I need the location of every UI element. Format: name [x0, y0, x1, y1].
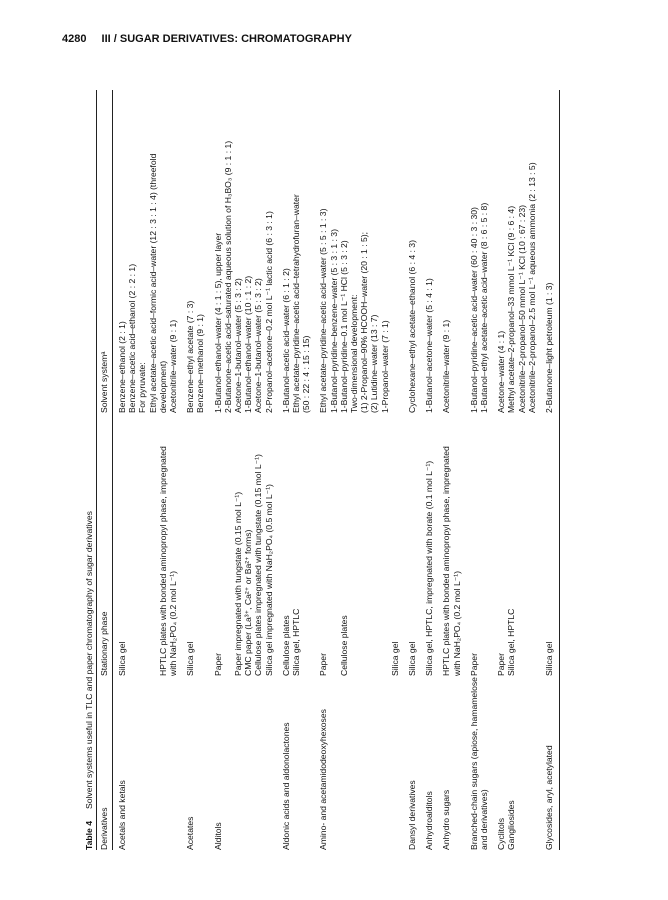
cell-solvent [117, 154, 178, 413]
cell-line: 1-Butanol–pyridine–0.1 mol L⁻¹ HCl (5 : 3 : 2) [338, 240, 349, 413]
cell-solvent [281, 194, 312, 413]
cell-stationary [544, 642, 554, 676]
cell-line: HPTLC plates with bonded aminopropyl phase, impregnated [441, 446, 452, 676]
col-header-stationary: Stationary phase [99, 611, 109, 676]
cell-line: Paper impregnated with tungstate (0.15 mol L⁻¹) [232, 491, 243, 676]
cell-line: Acetals and ketals [117, 780, 127, 850]
cell-solvent [185, 301, 205, 413]
col-header-derivatives: Derivatives [99, 807, 109, 850]
col-header-solvent: Solvent systemᵃ [99, 351, 109, 413]
cell-line: Benzene–ethyl acetate (7 : 3) [185, 300, 196, 413]
cell-line: 1-Butanol–acetone–water (5 : 4 : 1) [424, 278, 435, 413]
cell-line: Acetone–1-butanol–water (5 : 3 : 2) [253, 278, 264, 413]
cell-line: (50 : 22 : 4 : 15 : 15) [301, 335, 312, 413]
cell-line: Silica gel, HPTLC [291, 608, 301, 676]
cell-line: Methyl acetate–2-propanol–33 mmol L⁻¹ KCl (9 : 6 : 4) [506, 205, 517, 413]
cell-line: Benzene–methanol (9 : 1) [195, 314, 206, 413]
running-header [62, 33, 352, 45]
cell-solvent [213, 141, 274, 413]
cell-line: Acetone–water (4 : 1) [496, 330, 507, 413]
cell-line [380, 615, 390, 676]
cell-stationary [424, 461, 434, 676]
cell-line: Cyclitols [496, 818, 507, 850]
cell-line: Acetonitrile–water (9 : 1) [168, 319, 179, 413]
cell-solvent [318, 209, 400, 413]
cell-stationary [469, 653, 479, 676]
cell-line: 1-Butanol–ethanol–water (10 : 1 : 2) [243, 275, 254, 413]
cell-line: Silica gel [117, 641, 127, 676]
cell-line [137, 446, 147, 676]
cell-line: and derivatives) [479, 789, 489, 850]
cell-line: Cellulose plates impregnated with tungstate (0.15 mol L⁻¹) [253, 454, 264, 676]
running-title: III / SUGAR DERIVATIVES: CHROMATOGRAPHY [101, 33, 352, 45]
cell-stationary [281, 609, 301, 676]
cell-line [390, 209, 400, 413]
cell-derivative [213, 822, 223, 850]
cell-solvent [424, 278, 434, 413]
cell-line: Benzene–ethanol (2 : 1) [117, 321, 127, 413]
cell-line [359, 615, 369, 676]
cell-line: Ethyl acetate–pyridine–acetic acid–water (5 : 5 : 1 : 3) [318, 208, 329, 413]
cell-solvent [407, 240, 417, 413]
cell-line: Gangliosides [506, 800, 517, 850]
cell-line: Acetonitrile–water (9 : 1) [441, 319, 452, 413]
cell-line: Aldonic acids and aldonolactones [280, 722, 291, 850]
cell-derivative [318, 709, 328, 850]
cell-derivative [424, 791, 434, 850]
cell-line: 1-Propanol–water (7 : 1) [379, 320, 390, 413]
top-rule [96, 90, 97, 850]
cell-line: Cyclohexane–ethyl acetate–ethanol (6 : 4 : 3) [407, 240, 417, 413]
cell-line: Cellulose plates [280, 615, 291, 676]
cell-stationary [496, 609, 516, 676]
header-rule [112, 90, 113, 850]
cell-stationary [441, 446, 461, 676]
table-caption [84, 511, 94, 850]
cell-line: 2-Butanone–acetic acid–saturated aqueous solution of H₃BO₃ (9 : 1 : 1) [222, 140, 233, 413]
cell-solvent [469, 203, 489, 413]
rotated-table [84, 90, 604, 850]
cell-stationary [318, 615, 400, 676]
cell-derivative [496, 800, 516, 850]
cell-line: Amino- and acetamidodeoxyhexoses [318, 709, 329, 850]
bottom-rule [559, 90, 560, 850]
cell-stationary [117, 446, 178, 676]
cell-line: CMC paper (La³⁺, Ca²⁺ or Ba²⁺ forms) [243, 529, 254, 676]
cell-line [369, 615, 379, 676]
cell-line: Paper [496, 653, 507, 676]
cell-solvent [441, 320, 451, 413]
cell-line: Two-dimensional development: [349, 294, 359, 413]
cell-stationary [407, 642, 417, 676]
cell-line: Benzene–acetic acid–ethanol (2 : 2 : 1) [127, 263, 138, 413]
cell-line [127, 446, 137, 676]
cell-line: Silica gel impregnated with NaH₂PO₄ (0.5 mol L⁻¹) [263, 484, 274, 676]
cell-line [329, 615, 339, 676]
cell-line: Silica gel [407, 641, 417, 676]
cell-line: Anhydro sugars [441, 789, 452, 850]
cell-derivative [469, 677, 489, 850]
cell-line: Paper [318, 653, 329, 676]
cell-line: Silica gel [185, 641, 196, 676]
cell-line: Paper [212, 653, 223, 676]
cell-line: Anhydroalditols [424, 791, 435, 850]
page-number: 4280 [62, 33, 87, 45]
cell-derivative [117, 780, 127, 850]
cell-line: 1-Butanol–pyridine–acetic acid–water (60 : 40 : 3 : 30) [468, 207, 479, 413]
cell-line [223, 454, 233, 676]
cell-line: 2-Propanol–acetone–0.2 mol L⁻¹ lactic acid (6 : 3 : 1) [263, 211, 274, 413]
cell-line: Acetonitrile–2-propanol–50 mmol L⁻¹ KCl (10 : 67 : 23) [516, 204, 527, 413]
cell-line: Silica gel, HPTLC [506, 608, 517, 676]
cell-line: Silica gel, HPTLC, impregnated with borate (0.1 mol L⁻¹) [424, 460, 435, 676]
cell-solvent [544, 283, 554, 413]
cell-line [148, 446, 158, 676]
cell-line: 1-Butanol–acetic acid–water (6 : 1 : 2) [280, 268, 291, 413]
cell-line: Branched-chain sugars (apiose, hamamelose [468, 677, 479, 850]
cell-line: Cellulose plates [338, 615, 349, 676]
cell-line: (1) 2-Propanol–90% HCOOH–water (20 : 1 : 5); [359, 231, 370, 413]
cell-line: Dansyl derivatives [407, 780, 417, 850]
cell-line: (2) Lutidine–water (13 : 7) [369, 314, 380, 413]
cell-line: Ethyl acetate–acetic acid–formic acid–water (12 : 3 : 1 : 4) (threefold [147, 153, 158, 413]
cell-line: Glycosides, aryl, acetylated [544, 745, 554, 850]
cell-line: Acetonitrile–2-propanol–2.5 mol L⁻¹ aqueous ammonia (2 : 13 : 5) [526, 162, 537, 413]
table-caption-text: Solvent systems useful in TLC and paper chromatography of sugar derivatives [84, 511, 94, 810]
cell-line [349, 615, 359, 676]
cell-line: with NaH₂PO₄ (0.2 mol L⁻¹) [167, 571, 178, 676]
cell-derivative [544, 745, 554, 850]
cell-line: Acetates [185, 816, 196, 850]
cell-derivative [281, 722, 291, 850]
cell-line: Silica gel [544, 641, 554, 676]
cell-line: HPTLC plates with bonded aminopropyl phase, impregnated [157, 446, 168, 676]
cell-line: Ethyl acetate–pyridine–acetic acid–tetrahydrofuran–water [291, 194, 301, 413]
cell-line: development) [157, 360, 168, 413]
cell-stationary [213, 454, 274, 676]
cell-line: 1-Butanol–ethanol–water (4 : 1 : 5), upper layer [212, 232, 223, 413]
cell-line: 1-Butanol–ethyl acetate–acetic acid–water (8 : 6 : 5 : 8) [479, 202, 489, 413]
cell-line: For pyruvate: [137, 362, 148, 413]
cell-derivative [441, 790, 451, 850]
cell-line: 2-Butanone–light petroleum (1 : 3) [544, 282, 554, 413]
cell-line: 1-Butanol–pyridine–benzene–water (5 : 3 : 1 : 3) [328, 229, 339, 413]
cell-line: Acetone–1-butanol–water (5 : 3 : 2) [233, 278, 243, 413]
cell-line: Paper [468, 653, 479, 676]
cell-line: Alditols [212, 822, 223, 850]
cell-solvent [496, 162, 537, 413]
cell-line: Silica gel [389, 641, 400, 676]
cell-line: with NaH₂PO₄ (0.2 mol L⁻¹) [451, 571, 462, 676]
cell-stationary [185, 642, 195, 676]
cell-derivative [185, 817, 195, 850]
table-label: Table 4 [84, 821, 94, 850]
cell-derivative [407, 780, 417, 850]
